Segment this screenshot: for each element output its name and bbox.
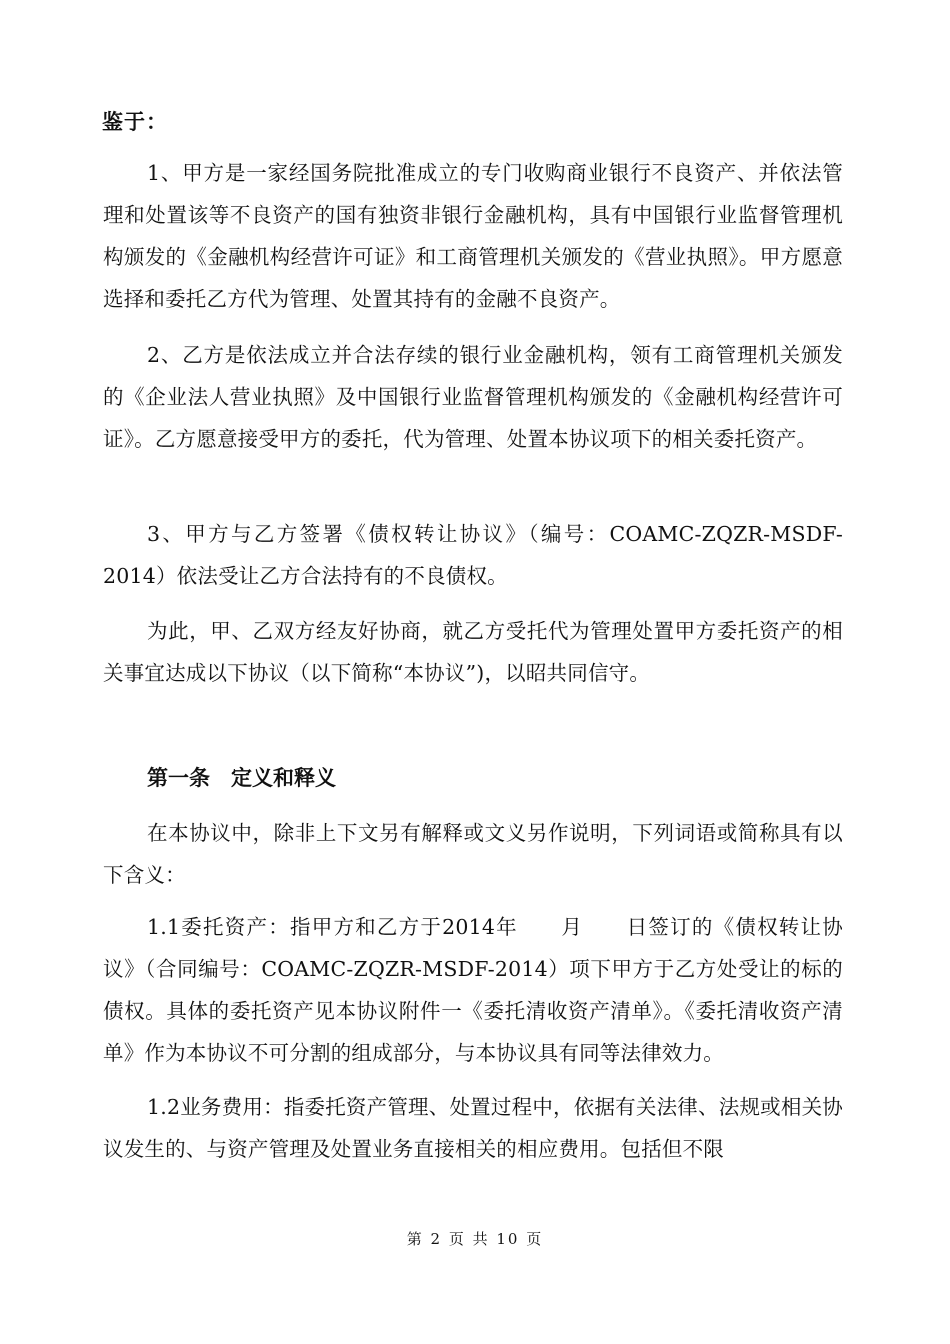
recital-2: 2、乙方是依法成立并合法存续的银行业金融机构，领有工商管理机关颁发的《企业法人营业执照》及中国银行业监督管理机构颁发的《金融机构经营许可证》。乙方愿意接受甲方的委托，代为管理、处置本协议项下的相关委托资产。 (103, 343, 843, 451)
clause-1-1: 1.1委托资产：指甲方和乙方于2014年 月 日签订的《债权转让协议》（合同编号：COAMC-ZQZR-MSDF-2014）项下甲方于乙方处受让的标的债权。具体的委托资产见本协议附件一《委托清收资产清单》。《委托清收资产清单》作为本协议不可分割的组成部分，与本协议具有同等法律效力。 (103, 915, 843, 1065)
article-1-title: 第一条 定义和释义 (147, 766, 336, 790)
recital-conclusion: 为此，甲、乙双方经友好协商，就乙方受托代为管理处置甲方委托资产的相关事宜达成以下协议（以下简称“本协议”)，以昭共同信守。 (103, 619, 843, 685)
recital-1: 1、甲方是一家经国务院批准成立的专门收购商业银行不良资产、并依法管理和处置该等不良资产的国有独资非银行金融机构，具有中国银行业监督管理机构颁发的《金融机构经营许可证》和工商管理机关颁发的《营业执照》。甲方愿意选择和委托乙方代为管理、处置其持有的金融不良资产。 (103, 161, 843, 311)
page-number-footer: 第 2 页 共 10 页 (406, 1230, 544, 1248)
recital-3: 3、甲方与乙方签署《债权转让协议》（编号：COAMC-ZQZR-MSDF-2014）依法受让乙方合法持有的不良债权。 (103, 522, 843, 588)
clause-1-2: 1.2业务费用：指委托资产管理、处置过程中，依据有关法律、法规或相关协议发生的、与资产管理及处置业务直接相关的相应费用。包括但不限 (103, 1095, 843, 1161)
recitals-heading: 鉴于： (102, 110, 168, 134)
article-1-intro: 在本协议中，除非上下文另有解释或文义另作说明，下列词语或简称具有以下含义： (103, 821, 843, 887)
